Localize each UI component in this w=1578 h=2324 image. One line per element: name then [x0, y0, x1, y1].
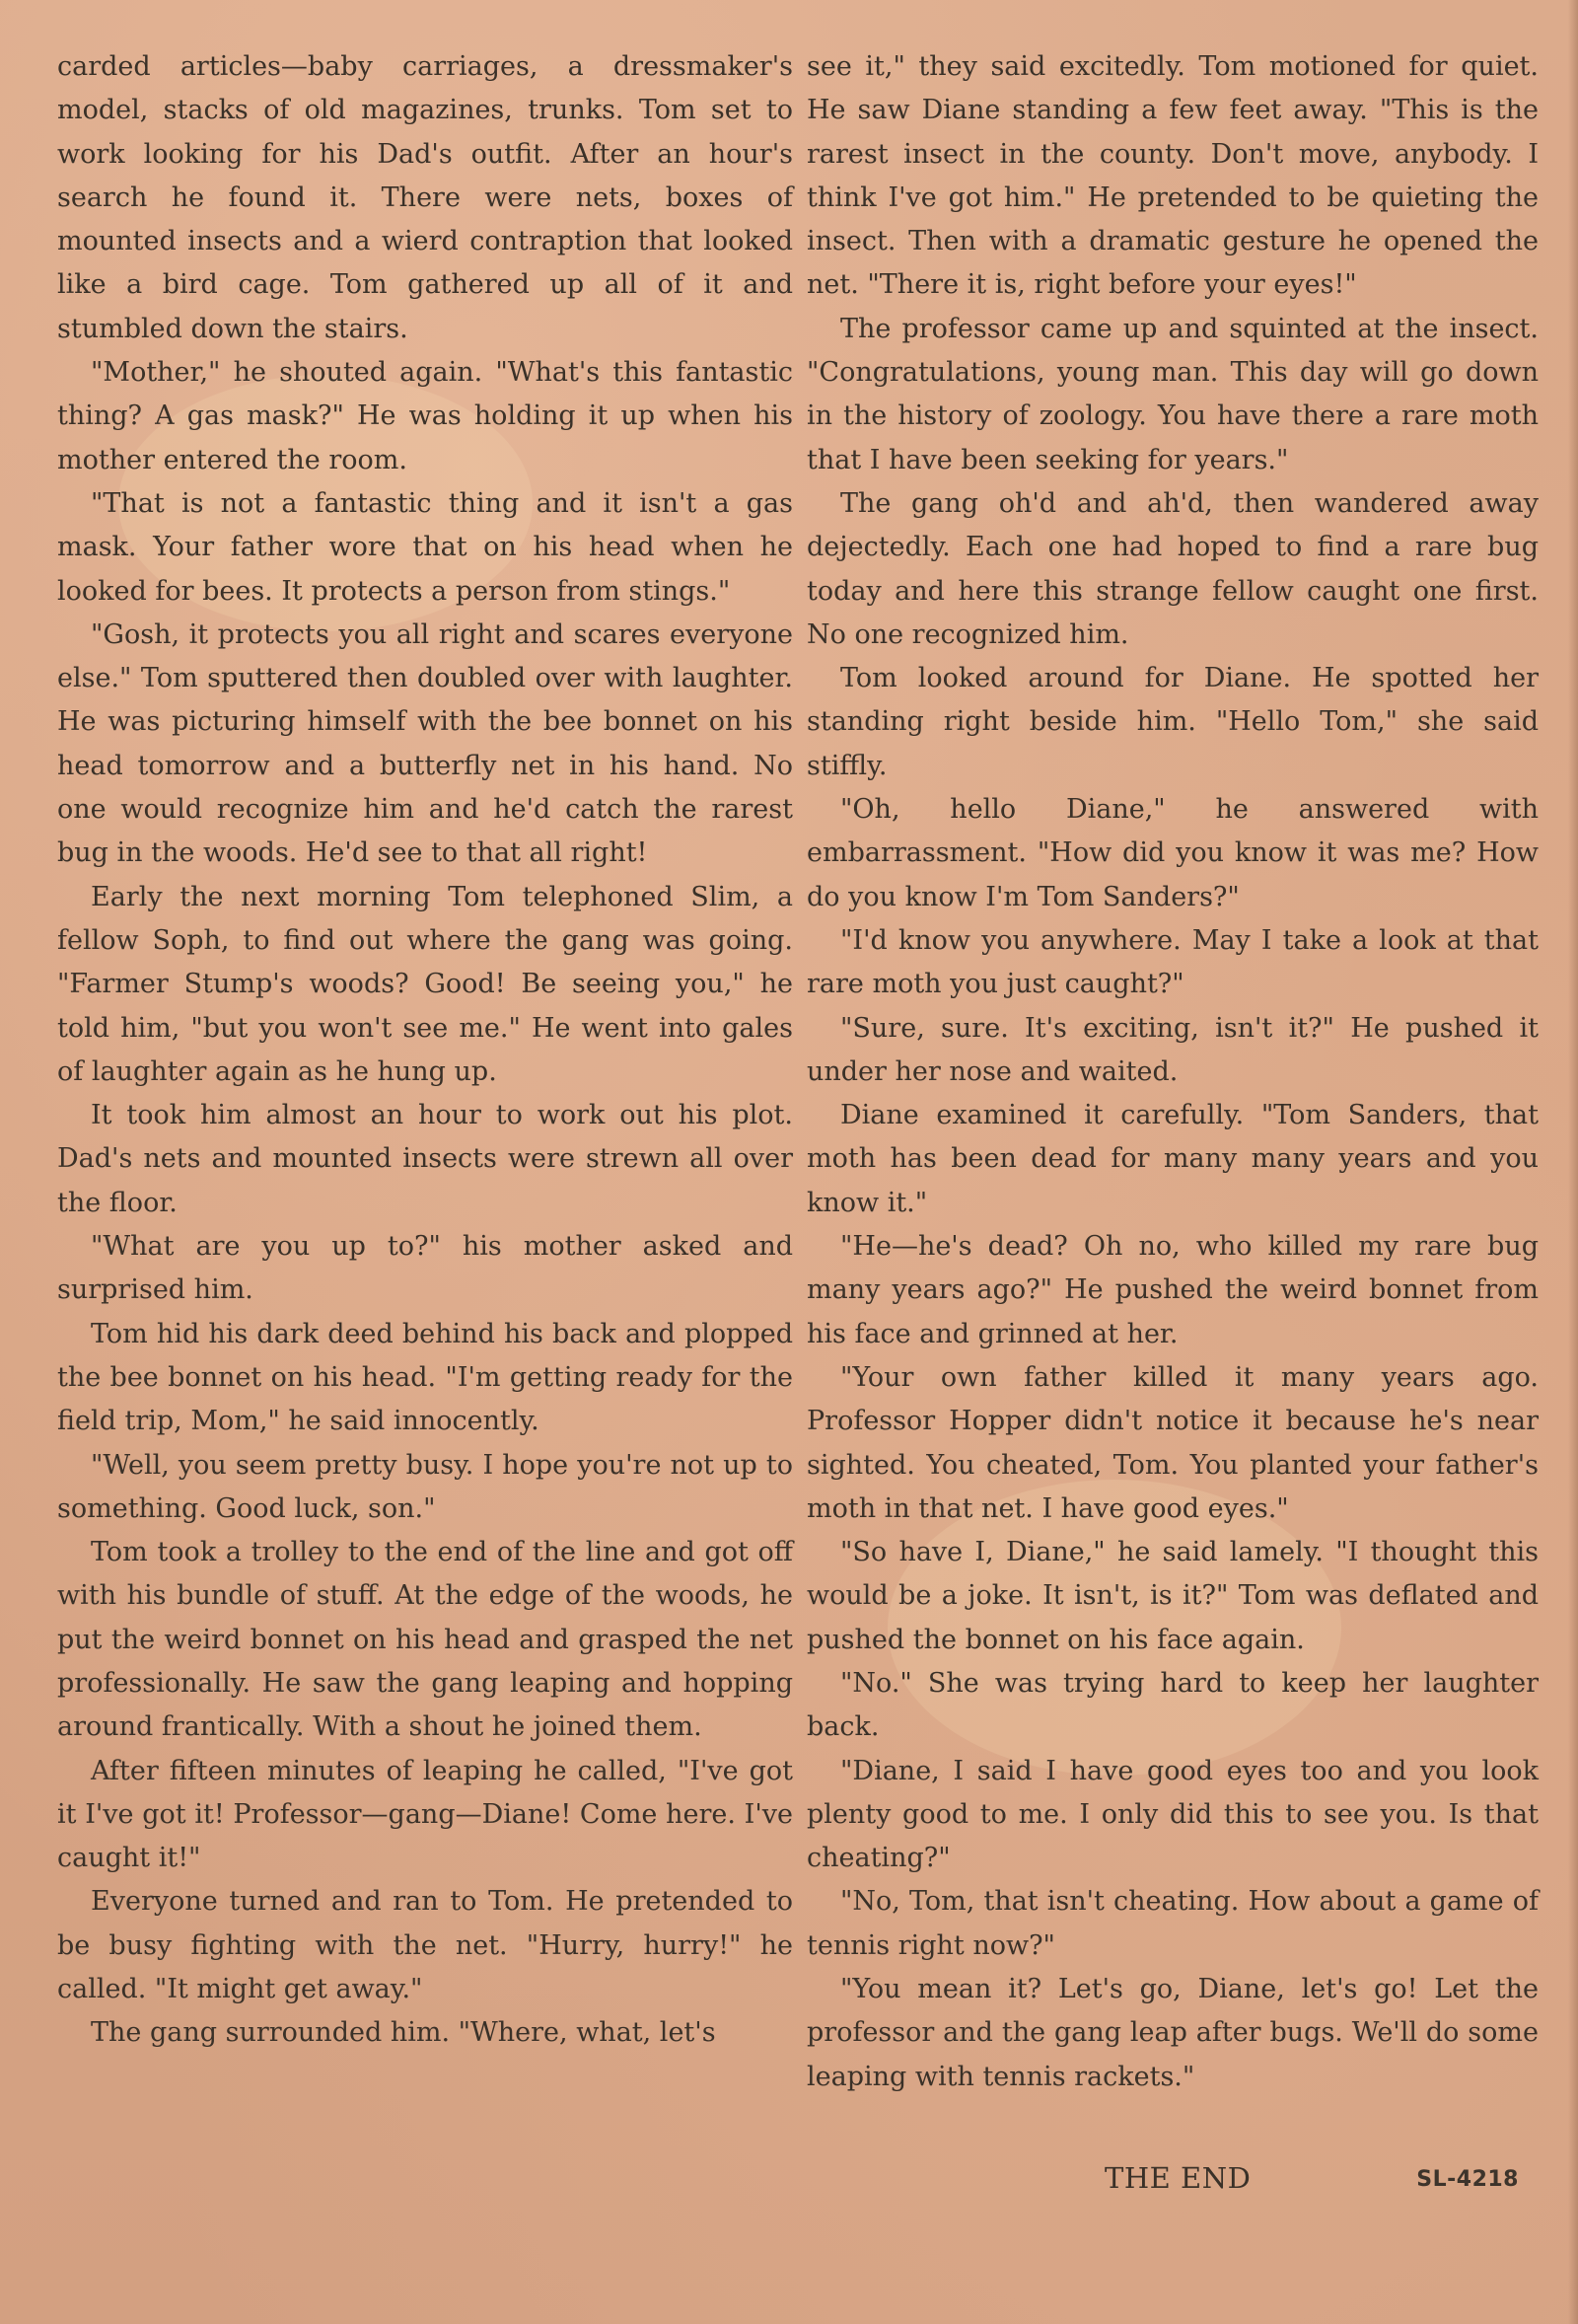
page-edge-shadow: [1568, 0, 1578, 2324]
paragraph: "I'd know you anywhere. May I take a look at that rare moth you just caught?": [807, 924, 1539, 1000]
the-end-title: THE END: [1105, 2161, 1252, 2195]
paragraph: "No." She was trying hard to keep her laughter back.: [807, 1667, 1539, 1743]
paragraph: "Diane, I said I have good eyes too and you look plenty good to me. I only did this to see you. Is that cheating?": [807, 1755, 1539, 1874]
paragraph: After fifteen minutes of leaping he called, "I've got it I've got it! Professor—gang—Diane! Come here. I've caught it!": [57, 1755, 793, 1874]
paragraph: "Your own father killed it many years ago. Professor Hopper didn't notice it because he's near sighted. You cheated, Tom. You planted your father's moth in that net. I have good eyes.": [807, 1361, 1539, 1524]
paragraph: The professor came up and squinted at the insect. "Congratulations, young man. This day will go down in the history of zoology. You have there a rare moth that I have been seeking for years.": [807, 313, 1539, 475]
paragraph: "No, Tom, that isn't cheating. How about a game of tennis right now?": [807, 1886, 1539, 1961]
paragraph: "Sure, sure. It's exciting, isn't it?" He pushed it under her nose and waited.: [807, 1012, 1539, 1087]
paragraph: "Oh, hello Diane," he answered with embarrassment. "How did you know it was me? How do you know I'm Tom Sanders?": [807, 794, 1539, 912]
paragraph: Tom hid his dark deed behind his back and plopped the bee bonnet on his head. "I'm getting ready for the field trip, Mom," he said innocently.: [57, 1318, 793, 1437]
paragraph: "Well, you seem pretty busy. I hope you're not up to something. Good luck, son.": [57, 1449, 793, 1524]
paragraph: Tom looked around for Diane. He spotted her standing right beside him. "Hello Tom," she said stiffly.: [807, 663, 1539, 781]
paragraph: "What are you up to?" his mother asked and surprised him.: [57, 1231, 793, 1306]
paragraph: The gang oh'd and ah'd, then wandered away dejectedly. Each one had hoped to find a rare bug today and here this strange fellow caught one first. No one recognized him.: [807, 487, 1539, 650]
paragraph: carded articles—baby carriages, a dressmaker's model, stacks of old magazines, trunks. Tom set to work looking for his Dad's outfit. After an hour's search he found it. There were nets, boxes of mounted insects and a wierd contraption that looked like a bird cage. Tom gathered up all of it and stumbled down the stairs.: [57, 51, 793, 344]
paragraph: Diane examined it carefully. "Tom Sanders, that moth has been dead for many many years and you know it.": [807, 1100, 1539, 1218]
story-column-right: [807, 45, 1539, 2099]
paragraph: The gang surrounded him. "Where, what, let's: [91, 2017, 716, 2049]
paragraph: "You mean it? Let's go, Diane, let's go! Let the professor and the gang leap after bugs. We'll do some leaping with tennis rackets.": [807, 1974, 1539, 2092]
paragraph: Early the next morning Tom telephoned Slim, a fellow Soph, to find out where the gang was going. "Farmer Stump's woods? Good! Be seeing you," he told him, "but you won't see me." He went into gales of laughter again as he hung up.: [57, 881, 793, 1087]
paragraph: "Gosh, it protects you all right and scares everyone else." Tom sputtered then doubled over with laughter. He was picturing himself with the bee bonnet on his head tomorrow and a butterfly net in his hand. No one would recognize him and he'd catch the rarest bug in the woods. He'd see to that all right!: [57, 618, 793, 869]
paragraph: see it," they said excitedly. Tom motioned for quiet. He saw Diane standing a few feet away. "This is the rarest insect in the county. Don't move, anybody. I think I've got him." He pretended to be quieting the insect. Then with a dramatic gesture he opened the net. "There it is, right before your eyes!": [807, 51, 1539, 301]
paragraph: "Mother," he shouted again. "What's this fantastic thing? A gas mask?" He was holding it up when his mother entered the room.: [57, 357, 793, 475]
paragraph: "That is not a fantastic thing and it isn't a gas mask. Your father wore that on his head when he looked for bees. It protects a person from stings.": [57, 487, 793, 607]
print-code: SL-4218: [1416, 2167, 1519, 2192]
paragraph: Tom took a trolley to the end of the line and got off with his bundle of stuff. At the edge of the woods, he put the weird bonnet on his head and grasped the net professionally. He saw the gang leaping and hopping around frantically. With a shout he joined them.: [57, 1537, 793, 1743]
paragraph: "So have I, Diane," he said lamely. "I thought this would be a joke. It isn't, is it?" Tom was deflated and pushed the bonnet on his face again.: [807, 1537, 1539, 1655]
paragraph: It took him almost an hour to work out his plot. Dad's nets and mounted insects were strewn all over the floor.: [57, 1100, 793, 1218]
story-column-left: [57, 45, 793, 2056]
paragraph: "He—he's dead? Oh no, who killed my rare bug many years ago?" He pushed the weird bonnet from his face and grinned at her.: [807, 1231, 1539, 1349]
paragraph: Everyone turned and ran to Tom. He pretended to be busy fighting with the net. "Hurry, hurry!" he called. "It might get away.": [57, 1886, 793, 2005]
